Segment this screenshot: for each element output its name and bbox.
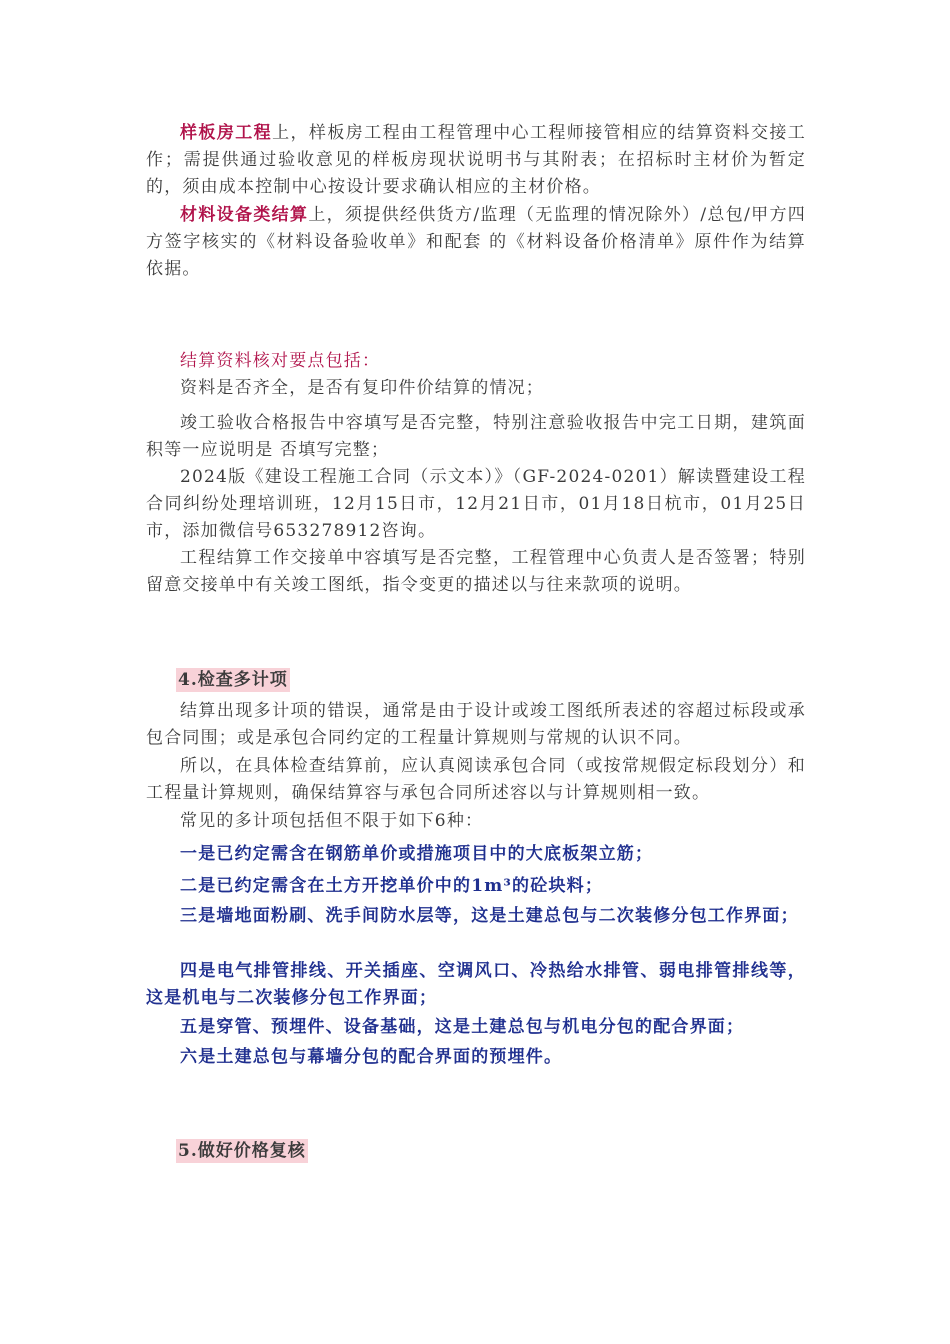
text-material-equipment: 上，须提供经供货方/监理（无监理的情况除外）/总包/甲方四方签字核实的《材料设备验收单》和配套 的《材料设备价格清单》原件作为结算依据。 (146, 205, 806, 279)
text-sample-house: 上，样板房工程由工程管理中心工程师接管相应的结算资料交接工作；需提供通过验收意见的样板房现状说明书与其附表；在招标时主材价为暂定的，须由成本控制中心按设计要求确认相应的主材价格。 (146, 123, 806, 197)
overcount-item-2: 二是已约定需含在土方开挖单价中的1m³的砼块料； (180, 876, 604, 896)
lead-material-equipment: 材料设备类结算 (180, 205, 309, 225)
section-4-paragraph-2: 所以，在具体检查结算前，应认真阅读承包合同（或按常规假定标段划分）和工程量计算规则，确保结算容与承包合同所述容以与计算规则相一致。 (146, 756, 806, 803)
check-point-2: 竣工验收合格报告中容填写是否完整，特别注意验收报告中完工日期，建筑面积等一应说明是 否填写完整； (146, 413, 806, 460)
overcount-item-6: 六是土建总包与幕墙分包的配合界面的预埋件。 (180, 1047, 563, 1067)
paragraph-sample-house (146, 120, 806, 201)
section-4-heading: 4.检查多计项 (178, 670, 288, 690)
overcount-item-5: 五是穿管、预埋件、设备基础，这是土建总包与机电分包的配合界面； (180, 1017, 745, 1037)
overcount-item-1: 一是已约定需含在钢筋单价或措施项目中的大底板架立筋； (180, 844, 654, 864)
section-4-paragraph-3: 常见的多计项包括但不限于如下6种： (180, 811, 484, 831)
check-point-1: 资料是否齐全，是否有复印件价结算的情况； (180, 378, 544, 398)
check-point-4: 工程结算工作交接单中容填写是否完整，工程管理中心负责人是否签署；特别留意交接单中有关竣工图纸，指令变更的描述以与往来款项的说明。 (146, 548, 806, 595)
section-5-heading: 5.做好价格复核 (178, 1141, 306, 1161)
check-point-3: 2024版《建设工程施工合同（示文本）》（GF-2024-0201）解读暨建设工程合同纠纷处理培训班，12月15日市，12月21日市，01月18日杭市，01月25日市，添加微信号653278912咨询。 (146, 467, 806, 541)
check-points-title: 结算资料核对要点包括： (180, 351, 381, 371)
overcount-item-4: 四是电气排管排线、开关插座、空调风口、冷热给水排管、弱电排管排线等，这是机电与二次装修分包工作界面； (146, 961, 806, 1008)
overcount-item-3: 三是墙地面粉刷、洗手间防水层等，这是土建总包与二次装修分包工作界面； (180, 906, 799, 926)
section-4-paragraph-1: 结算出现多计项的错误，通常是由于设计或竣工图纸所表述的容超过标段或承包合同围；或是承包合同约定的工程量计算规则与常规的认识不同。 (146, 701, 806, 748)
paragraph-material-equipment (146, 202, 806, 283)
lead-sample-house: 样板房工程 (180, 123, 273, 143)
